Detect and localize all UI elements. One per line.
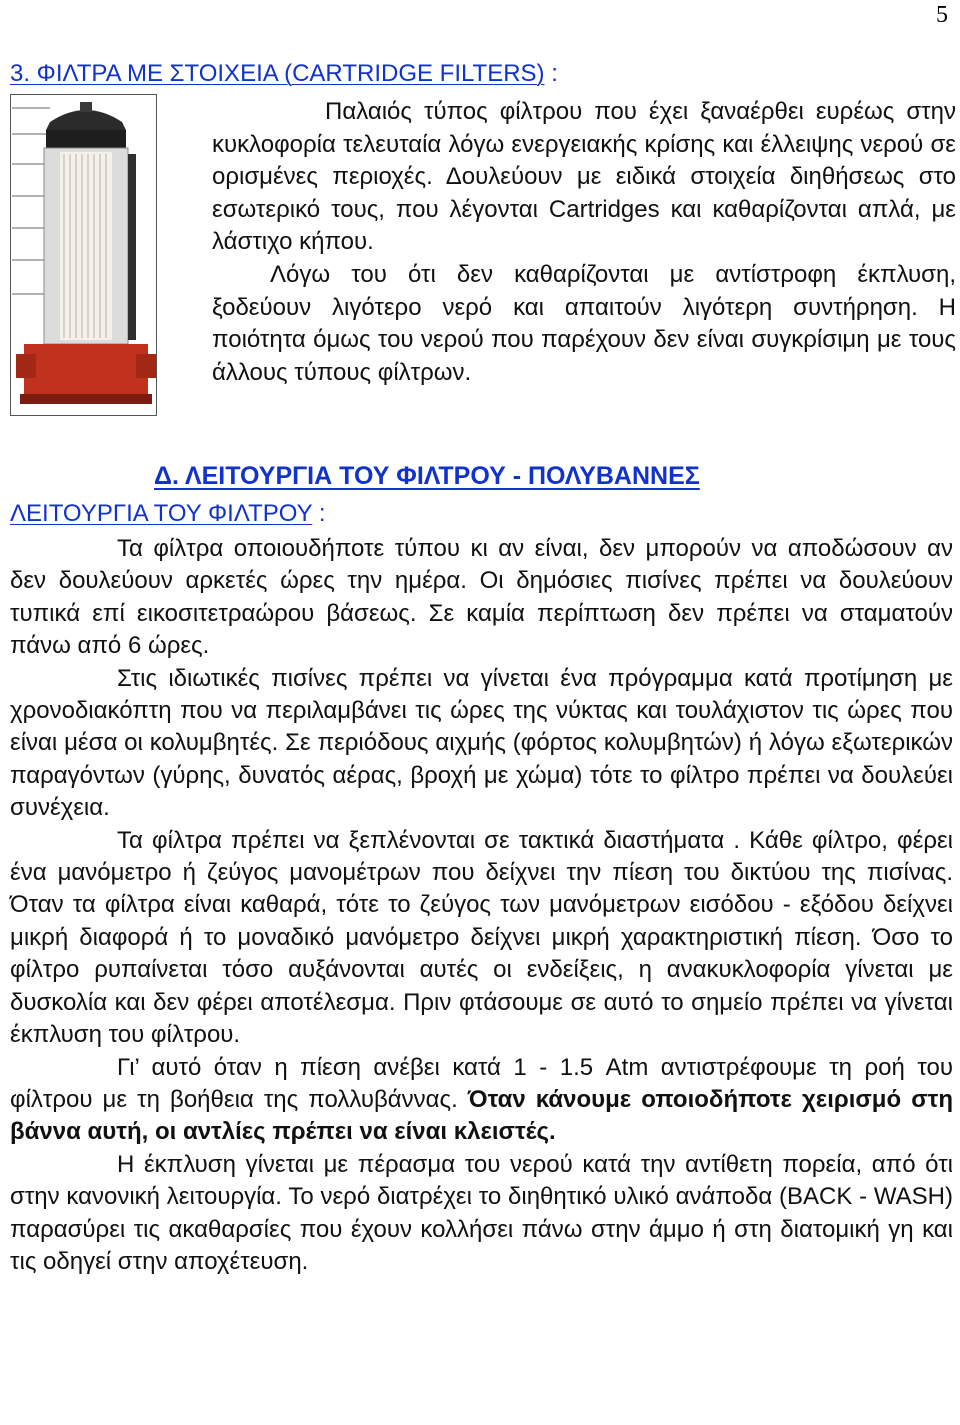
section-3-heading — [10, 60, 558, 88]
safety-warning: Όταν κάνουμε οποιοδήποτε χειρισμό στη βάννα αυτή, οι αντλίες πρέπει να είναι κλειστές. — [10, 1085, 953, 1146]
cartridge-filter-image — [10, 94, 157, 416]
section-d-title: Δ. ΛΕΙΤΟΥΡΓΙΑ ΤΟΥ ΦΙΛΤΡΟΥ - ΠΟΛΥΒΑΝΝΕΣ — [154, 462, 700, 490]
filter-base — [24, 344, 148, 394]
filter-operation-body — [10, 533, 953, 1278]
body-paragraph-3: Τα φίλτρα πρέπει να ξεπλένονται σε τακτικά διαστήματα . Κάθε φίλτρο, φέρει ένα μανόμετρο ή ζεύγος μανομέτρων που δείχνει την πίεση του δικτύου της πισίνας. Όταν τα φίλτρα είναι καθαρά, τότε το ζεύγος των μανόμετρων εισόδου - εξόδου δείχνει μικρή διαφορά ή το μοναδικό μανόμετρο δείχνει μικρή χαρακτηριστική πίεση. Όσο το φίλτρο ρυπαίνεται τόσο αυξάνονται αυτές οι ενδείξεις, η ανακυκλοφορία γίνεται με δυσκολία και δεν φέρει αποτέλεσμα. Πριν φτάσουμε σε αυτό το σημείο πρέπει να γίνεται έκπλυση του φίλτρου. — [10, 826, 953, 1049]
page-number: 5 — [936, 2, 948, 28]
body-paragraph-5: Η έκπλυση γίνεται με πέρασμα του νερού κατά την αντίθετη πορεία, από ότι στην κανονική λειτουργία. Το νερό διατρέχει το διηθητικό υλικό ανάποδα (BACK - WASH) παρασύρει τις ακαθαρσίες που έχουν κολλήσει πάνω στην άμμο ή στη διατομική γη και τις οδηγεί στην αποχέτευση. — [10, 1150, 953, 1275]
filter-operation-subheading — [10, 500, 326, 528]
body-paragraph-4 — [10, 1052, 953, 1149]
subheading-colon: : — [312, 500, 326, 527]
cartridge-description — [212, 96, 956, 389]
body-paragraph-2: Στις ιδιωτικές πισίνες πρέπει να γίνεται ένα πρόγραμμα κατά προτίμηση με χρονοδιακόπτη που να περιλαμβάνει τις ώρες της νύκτας και τουλάχιστον τις ώρες που είναι μέσα οι κολυμβητές. Σε περιόδους αιχμής (φόρτος κολυμβητών) ή λόγω εξωτερικών παραγόντων (γύρης, δυνατός αέρας, βροχή με χώμα) τότε το φίλτρο πρέπει να δουλεύει συνέχεια. — [10, 664, 953, 822]
subheading-text: ΛΕΙΤΟΥΡΓΙΑ ΤΟΥ ΦΙΛΤΡΟΥ — [10, 500, 313, 527]
body-paragraph-1: Τα φίλτρα οποιουδήποτε τύπου κι αν είναι, δεν μπορούν να αποδώσουν αν δεν δουλεύουν αρκετές ώρες την ημέρα. Οι δημόσιες πισίνες πρέπει να δουλεύουν τυπικά επί εικοσιτετραώρου βάσεως. Σε καμία περίπτωση δεν πρέπει να σταματούν πάνω από 6 ώρες. — [10, 535, 953, 660]
section-3-title: 3. ΦΙΛΤΡΑ ΜΕ ΣΤΟΙΧΕΙΑ (CARTRIDGE FILTERS) — [10, 60, 545, 87]
intro-paragraph-1: Παλαιός τύπος φίλτρου που έχει ξαναέρθει ευρέως στην κυκλοφορία τελευταία λόγω ενεργειακής κρίσης και έλλειψης νερού σε ορισμένες περιοχές. Δουλεύουν με ειδικά στοιχεία διηθήσεως στο εσωτερικό τους, που λέγονται Cartridges και καθαρίζονται απλά, με λάστιχο κήπου. — [212, 98, 956, 256]
cartridge-element — [60, 152, 112, 340]
intro-paragraph-2: Λόγω του ότι δεν καθαρίζονται με αντίστροφη έκπλυση, ξοδεύουν λιγότερο νερό και απαιτούν λιγότερη συντήρηση. Η ποιότητα όμως του νερού που παρέχουν δεν είναι συγκρίσιμη με τους άλλους τύπους φίλτρων. — [212, 260, 956, 386]
section-3-colon: : — [544, 60, 558, 87]
body-paragraph-4-text: Γι’ αυτό όταν η πίεση ανέβει κατά 1 - 1.5 Atm αντιστρέφουμε τη ροή του φίλτρου με τη βοήθεια της πολλυβάννας. — [10, 1053, 953, 1113]
